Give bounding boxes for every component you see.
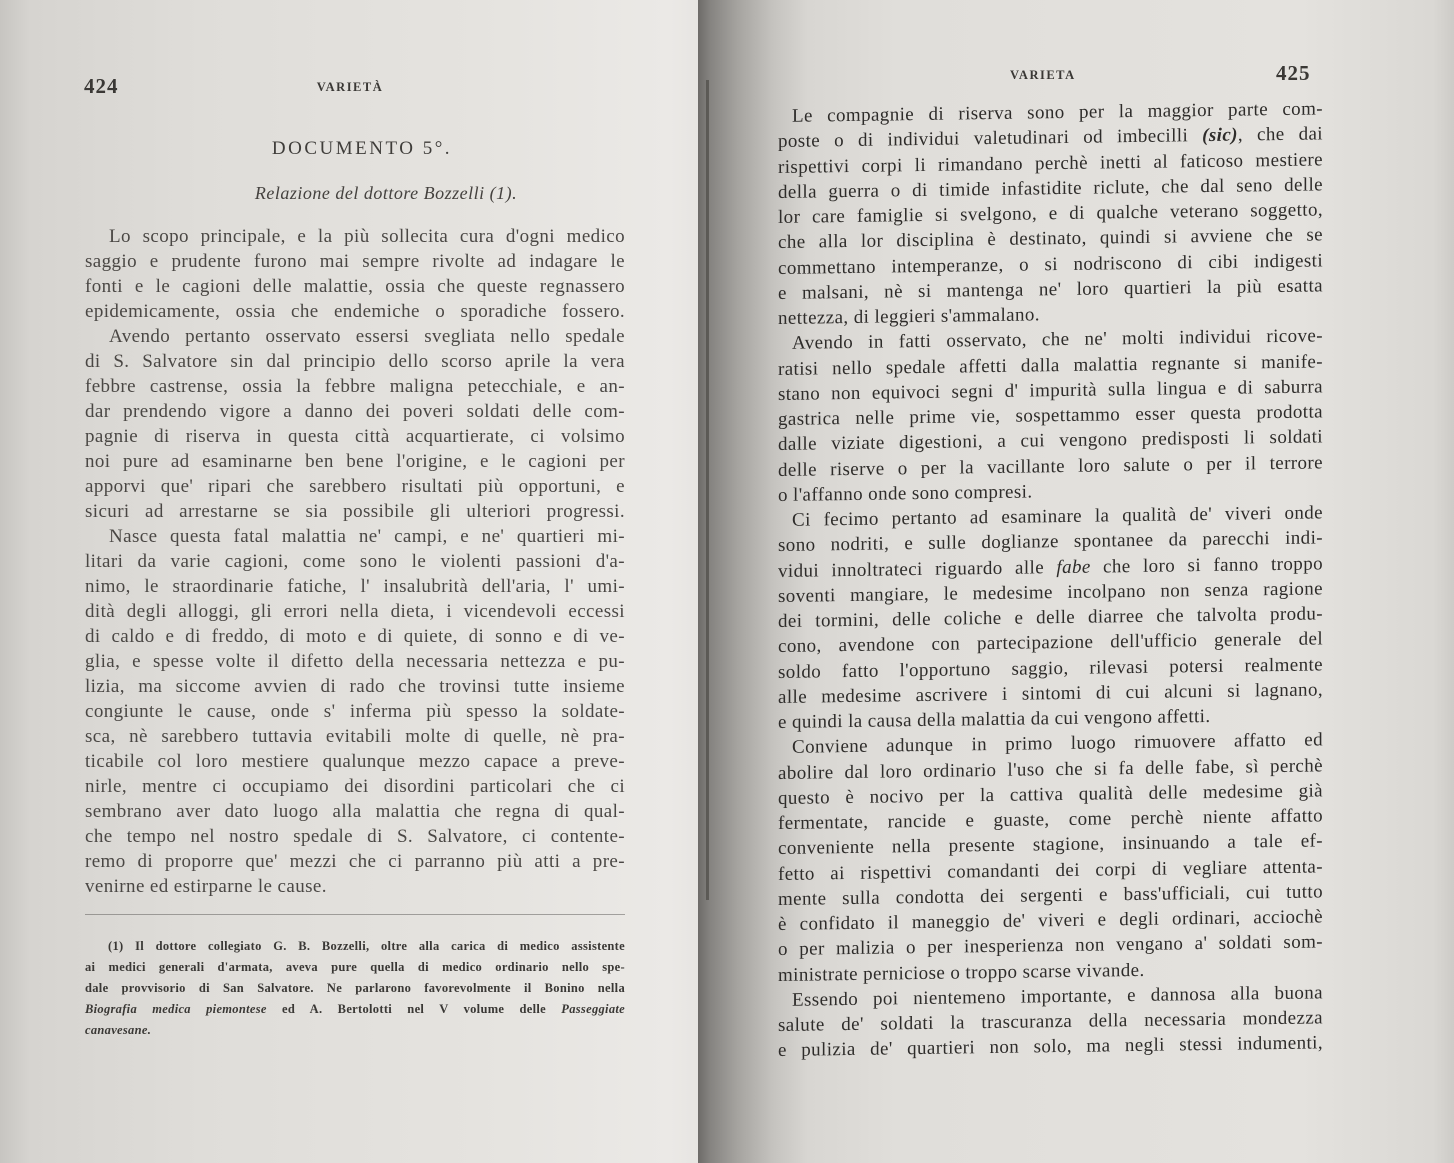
book-title-italic: Biografia medica piemontese	[85, 1002, 267, 1016]
body-line: abolire dal loro ordinario l'uso che si fa delle fabe, sì perchè	[778, 754, 1323, 784]
body-line: saggio e prudente furono mai sempre rivolte ad indagare le	[85, 251, 625, 272]
footnote-line	[85, 999, 625, 1020]
body-line: o l'affanno onde sono compresi.	[778, 481, 1033, 506]
body-line: pagnie di riserva in questa città acquartierate, ci volsimo	[85, 426, 625, 447]
running-head: VARIETA	[1010, 68, 1076, 82]
section-subtitle: Relazione del dottore Bozzelli (1).	[254, 183, 518, 203]
body-line: questo è nocivo per la cattiva qualità delle medesime già	[778, 780, 1323, 809]
text-segment: vidui innoltrateci riguardo alle	[778, 556, 1057, 582]
body-line: dei tormini, delle coliche e delle diarree che talvolta produ-	[778, 603, 1323, 632]
body-line: fetto ai rispettivi comandanti dei corpi di vegliare attenta-	[778, 855, 1323, 885]
left-page	[0, 0, 698, 1163]
body-line: ministrate perniciose o troppo scarse vivande.	[778, 959, 1145, 986]
body-line: e quindi la causa della malattia da cui vengono affetti.	[778, 705, 1211, 733]
text-segment: che loro si fanno troppo	[1090, 552, 1323, 578]
body-line: nimo, le straordinarie fatiche, l' insalubrità dell'aria, l' umi-	[85, 576, 625, 597]
body-line: sembrano aver dato luogo alla malattia che regna di qual-	[85, 801, 625, 822]
body-line: epidemicamente, ossia che endemiche o sporadiche fossero.	[85, 301, 625, 322]
body-line: e pulizia de' quartieri non solo, ma negli stessi indumenti,	[778, 1032, 1323, 1062]
footnote-line: (1) Il dottore collegiato G. B. Bozzelli, oltre alla carica di medico assistente	[108, 939, 625, 953]
footnote-line	[85, 1020, 625, 1041]
body-line: ticabile col loro mestiere qualunque mezzo capace a preve-	[85, 751, 625, 772]
left-body-text	[85, 224, 625, 899]
body-line: e malsani, nè si mantenga ne' loro quartieri la più esatta	[778, 275, 1323, 304]
body-line: sicuri ad arrestarne se sia possibile gli ulteriori progressi.	[85, 501, 625, 522]
section-heading: DOCUMENTO 5°.	[271, 138, 453, 159]
footnote-rule	[85, 914, 625, 915]
body-line: Nasce questa fatal malattia ne' campi, e ne' quartieri mi-	[109, 526, 625, 547]
body-line: che alla lor disciplina è destinato, quindi si avviene che se	[778, 224, 1323, 254]
body-line: soventi mangiare, le medesime incolpano non senza ragione	[778, 578, 1323, 607]
body-line: dar prendendo vigore a danno dei poveri soldati delle com-	[85, 401, 625, 422]
body-line: rispettivi corpi li rimandano perchè inetti al faticoso mestiere	[778, 148, 1323, 178]
body-line: alle medesime ascrivere i sintomi di cui alcuni si lagnano,	[778, 679, 1323, 708]
body-line: noi pure ad esaminarne ben bene l'origine, e le cagioni per	[85, 451, 625, 472]
body-line: Avendo in fatti osservato, che ne' molti individui ricove-	[792, 325, 1323, 355]
body-line: o per malizia o per inesperienza non vengano a' soldati som-	[778, 931, 1323, 961]
body-line: Lo scopo principale, e la più sollecita cura d'ogni medico	[109, 226, 625, 247]
body-line: Ci fecimo pertanto ad esaminare la qualità de' viveri onde	[792, 502, 1323, 531]
book-title-italic: Passeggiate	[561, 1002, 625, 1016]
body-line: Avendo pertanto osservato essersi svegliata nello spedale	[109, 326, 625, 347]
body-line: febbre castrense, ossia la febbre maligna petecchiale, e an-	[85, 376, 625, 397]
body-line: conveniente nella presente stagione, insinuando a tale ef-	[778, 830, 1323, 860]
footnote-line: dale provvisorio di San Salvatore. Ne parlarono favorevolmente il Bonino nella	[85, 981, 625, 995]
body-line: commettano intemperanze, o si nodriscono di cibi indigesti	[778, 249, 1323, 279]
body-line: sono nodriti, e sulle doglianze spontanee da parecchi indi-	[778, 527, 1323, 557]
body-line: mente sulla condotta dei sergenti e bass'ufficiali, cui tutto	[778, 881, 1323, 910]
body-line: lizia, ma siccome avvien di rado che trovinsi tutte insieme	[85, 676, 625, 697]
body-line: dalle viziate digestioni, a cui vengono predisposti li soldati	[778, 426, 1323, 456]
right-page	[698, 0, 1454, 1163]
body-line: salute de' soldati la trascuranza della necessaria mondezza	[778, 1007, 1323, 1036]
body-line: della guerra o di timide infastidite riclute, che dal seno delle	[778, 174, 1323, 203]
footnote	[85, 936, 625, 1041]
body-line: congiunte le cause, onde s' inferma più spesso la soldate-	[85, 701, 625, 722]
body-line: ratisi nello spedale affetti dalla malattia regnante si manife-	[778, 350, 1323, 380]
body-line: delle riserve o per la vacillante loro salute o per il terrore	[778, 451, 1323, 481]
body-line: Conviene adunque in primo luogo rimuovere affatto ed	[792, 729, 1323, 759]
body-line: stano non equivoci segni d' impurità sulla lingua e di saburra	[778, 376, 1323, 405]
body-line: venirne ed estirparne le cause.	[85, 876, 327, 897]
book-title-italic: canavesane.	[85, 1023, 152, 1037]
body-line: dità degli alloggi, gli errori nella dieta, i vicendevoli eccessi	[85, 601, 625, 622]
body-line: Le compagnie di riserva sono per la maggior parte com-	[792, 98, 1323, 127]
body-line: cono, avendone con partecipazione dell'ufficio generale del	[778, 628, 1323, 658]
italic-term: fabe	[1056, 556, 1091, 578]
body-line: litari da varie cagioni, come sono le violenti passioni d'a-	[85, 551, 625, 572]
body-line: glia, e spesse volte il difetto della necessaria nettezza e pu-	[85, 651, 625, 672]
body-line: soldo fatto l'opportuno saggio, rilevasi potersi realmente	[778, 653, 1323, 683]
body-line: nettezza, di leggieri s'ammalano.	[778, 304, 1040, 329]
body-line: lor care famiglie si svelgono, e di qualche veterano soggetto,	[778, 199, 1323, 228]
right-body-text	[778, 96, 1323, 1063]
body-line: sca, nè sarebbero tuttavia evitabili molte di quelle, nè pra-	[85, 726, 625, 747]
body-line: fonti e le cagioni delle malattie, ossia che queste regnassero	[85, 276, 625, 297]
italic-term: (sic)	[1202, 124, 1238, 147]
body-line: remo di proporre que' mezzi che ci parranno più atti a pre-	[85, 851, 625, 872]
body-line: apporvi que' ripari che sarebbero risultati più opportuni, e	[85, 476, 625, 497]
body-line: è confidato il maneggio de' viveri e degli ordinari, acciochè	[778, 906, 1323, 935]
page-number: 424	[84, 74, 119, 98]
footnote-line: ai medici generali d'armata, aveva pure quella di medico ordinario nello spe-	[85, 960, 625, 974]
text-segment: poste o di individui valetudinari od imbecilli	[778, 125, 1203, 153]
page-number: 425	[1276, 61, 1311, 85]
text-segment: ed A. Bertolotti nel V volume delle	[266, 1002, 562, 1016]
body-line: di S. Salvatore sin dal principio dello scorso aprile la vera	[85, 351, 625, 372]
body-line: Essendo poi nientemeno importante, e dannosa alla buona	[792, 982, 1323, 1011]
running-head: VARIETÀ	[316, 80, 384, 94]
body-line: nirle, mentre ci occupiamo dei disordini particolari che ci	[85, 776, 625, 797]
body-line: che tempo nel nostro spedale di S. Salvatore, ci contente-	[85, 826, 625, 847]
body-line: fermentate, rancide e guaste, come perchè niente affatto	[778, 805, 1323, 834]
gutter-edge	[706, 80, 709, 900]
body-line: di caldo e di freddo, di moto e di quiete, di sonno e di ve-	[85, 626, 625, 647]
text-segment: , che dai	[1237, 123, 1323, 146]
body-line: gastrica nelle prime vie, sospettammo esser questa prodotta	[778, 401, 1323, 430]
